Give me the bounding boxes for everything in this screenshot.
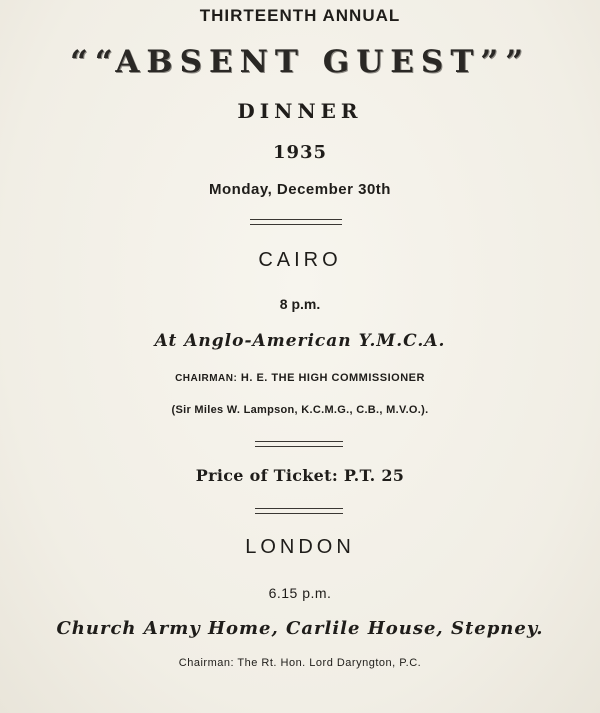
- cairo-chairman-label: CHAIRMAN:: [175, 373, 238, 384]
- cairo-chairman-detail: (Sir Miles W. Lampson, K.C.M.G., C.B., M.V.O.).: [171, 404, 429, 416]
- ticket-price: Price of Ticket: P.T. 25: [195, 466, 405, 485]
- annual-heading: THIRTEENTH ANNUAL: [199, 6, 401, 25]
- divider-rule: [255, 441, 343, 447]
- event-title: ““ABSENT GUEST””: [69, 44, 531, 80]
- cairo-venue: At Anglo-American Y.M.C.A.: [154, 331, 446, 351]
- cairo-chairman-name: H. E. THE HIGH COMMISSIONER: [240, 372, 425, 384]
- cairo-heading: CAIRO: [258, 249, 342, 271]
- cairo-chairman: [0, 372, 600, 384]
- cairo-time: 8 p.m.: [279, 296, 321, 312]
- event-date: Monday, December 30th: [209, 181, 391, 198]
- divider-rule: [250, 219, 342, 225]
- london-chairman: Chairman: The Rt. Hon. Lord Daryngton, P.C.: [178, 657, 422, 669]
- event-year: 1935: [272, 142, 328, 163]
- london-venue: Church Army Home, Carlile House, Stepney.: [56, 618, 544, 639]
- london-time: 6.15 p.m.: [268, 585, 332, 601]
- london-heading: LONDON: [245, 536, 355, 558]
- dinner-heading: DINNER: [237, 99, 363, 123]
- divider-rule: [255, 508, 343, 514]
